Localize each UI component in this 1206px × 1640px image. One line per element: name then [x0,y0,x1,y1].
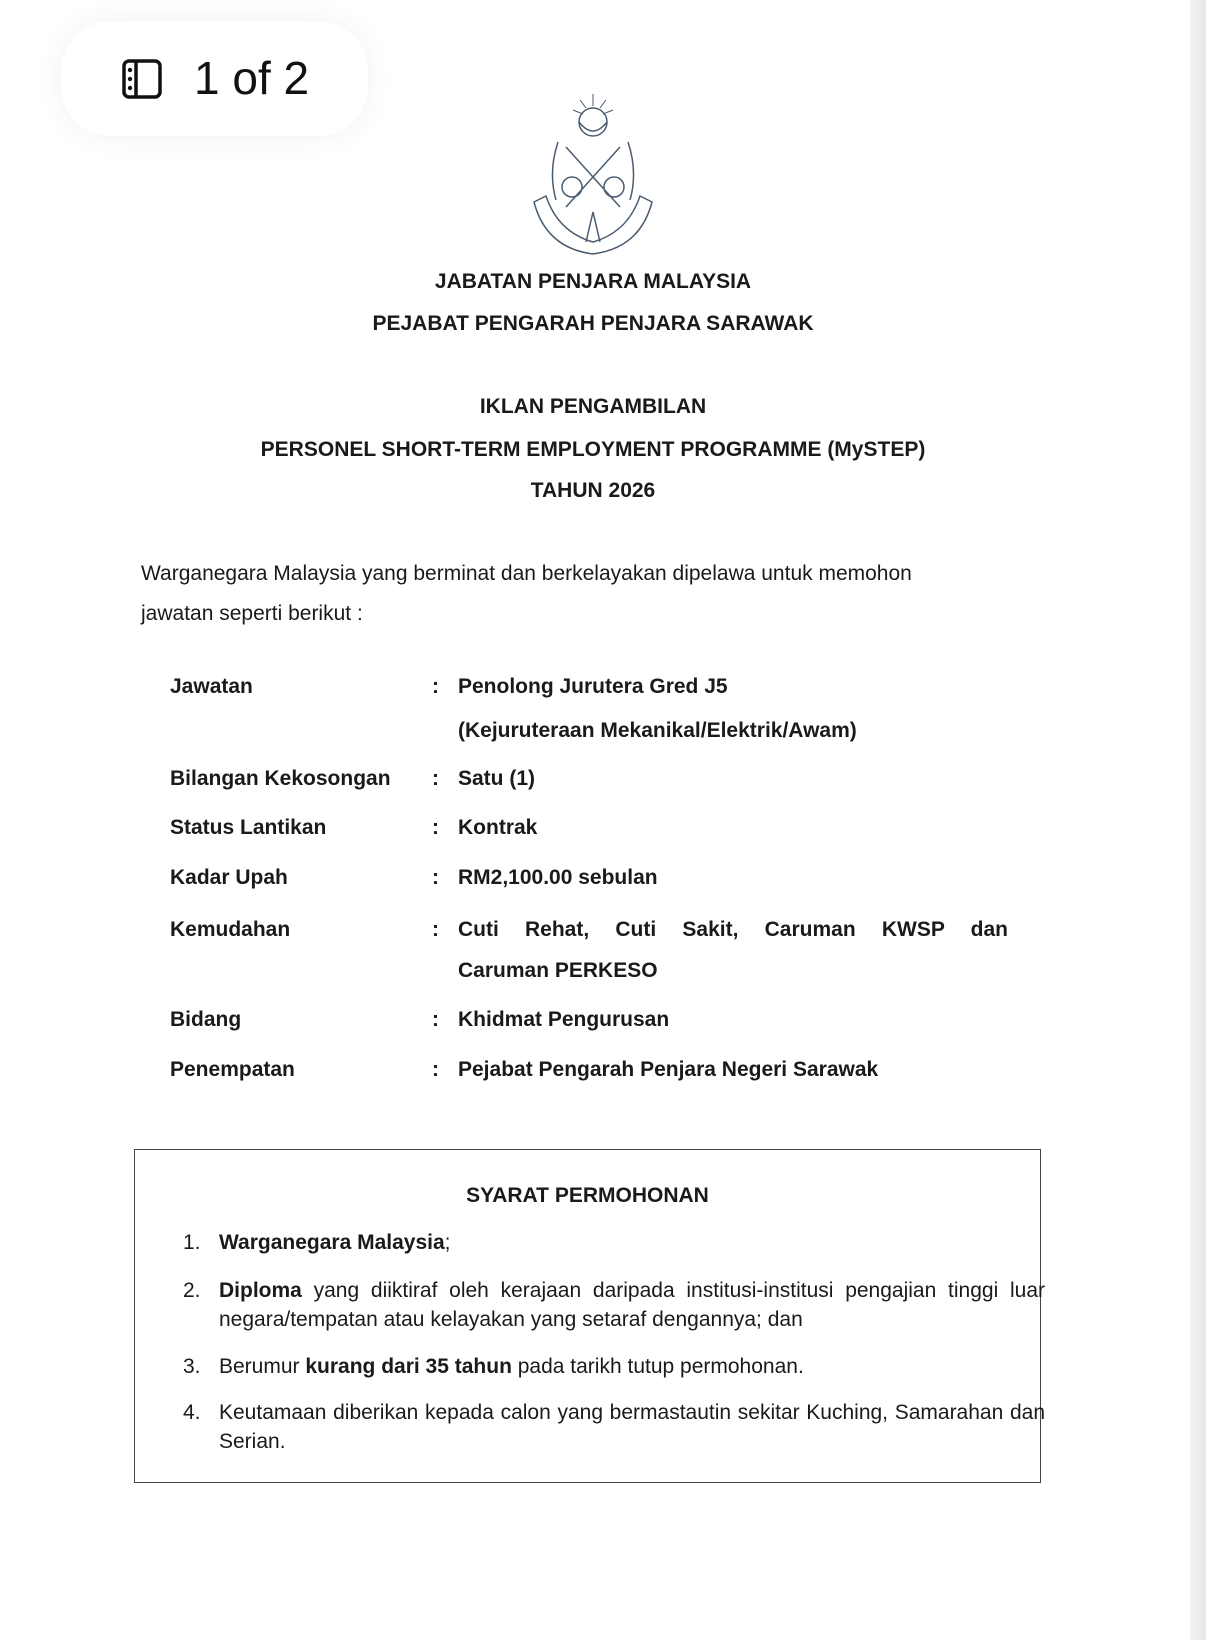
item-bold: Warganegara Malaysia [219,1231,445,1254]
item-bold: kurang dari 35 tahun [305,1355,512,1378]
page-thumbnails-icon[interactable] [121,58,163,100]
detail-colon: : [432,1008,439,1031]
detail-colon: : [432,1058,439,1081]
detail-value-cont: Caruman PERKESO [458,959,658,982]
item-text: Berumur [219,1355,306,1378]
item-number: 1. [183,1231,201,1254]
page-indicator[interactable] [61,21,368,136]
item-bold: Diploma [219,1279,302,1302]
detail-value: Kontrak [458,816,538,839]
detail-label: Kemudahan [170,918,291,941]
detail-label: Penempatan [170,1058,295,1081]
item-number: 4. [183,1401,201,1424]
item-number: 3. [183,1355,201,1378]
detail-colon: : [432,675,439,698]
page-indicator-text: 1 of 2 [194,52,310,104]
detail-colon: : [432,816,439,839]
header-line-2: PEJABAT PENGARAH PENJARA SARAWAK [372,312,814,335]
item-text: yang diiktiraf oleh kerajaan daripada institusi-institusi pengajian tinggi luar negara/tempatan atau kelayakan yang setaraf dengannya; dan [219,1279,1045,1331]
title-line-3: TAHUN 2026 [530,479,656,502]
item-text: ; [444,1231,451,1254]
detail-value: Satu (1) [458,767,536,790]
requirements-title: SYARAT PERMOHONAN [466,1184,709,1207]
item-text: Keutamaan diberikan kepada calon yang bermastautin sekitar Kuching, Samarahan dan Serian. [219,1401,1045,1453]
title-line-1: IKLAN PENGAMBILAN [479,395,707,418]
detail-label: Bidang [170,1008,242,1031]
detail-value: RM2,100.00 sebulan [458,866,658,889]
item-number: 2. [183,1279,201,1302]
detail-value: Pejabat Pengarah Penjara Negeri Sarawak [458,1058,879,1081]
detail-value: Cuti Rehat, Cuti Sakit, Caruman KWSP dan [458,918,1008,941]
title-line-2: PERSONEL SHORT-TERM EMPLOYMENT PROGRAMME (MySTEP) [260,438,926,461]
detail-colon: : [432,918,439,941]
detail-label: Bilangan Kekosongan [170,767,391,790]
detail-colon: : [432,767,439,790]
detail-label: Jawatan [170,675,253,698]
detail-colon: : [432,866,439,889]
detail-value-cont: (Kejuruteraan Mekanikal/Elektrik/Awam) [458,719,857,742]
page-edge [1190,0,1206,1640]
detail-value: Khidmat Pengurusan [458,1008,670,1031]
prison-department-crest-logo [528,92,658,256]
requirements-box [134,1149,1045,1483]
detail-value: Penolong Jurutera Gred J5 [458,675,728,698]
intro-line-1: Warganegara Malaysia yang berminat dan berkelayakan dipelawa untuk memohon [141,562,912,585]
detail-label: Kadar Upah [170,866,288,889]
header-line-1: JABATAN PENJARA MALAYSIA [434,270,752,293]
detail-label: Status Lantikan [170,816,327,839]
intro-line-2: jawatan seperti berikut : [141,602,363,625]
item-text: pada tarikh tutup permohonan. [511,1355,804,1378]
